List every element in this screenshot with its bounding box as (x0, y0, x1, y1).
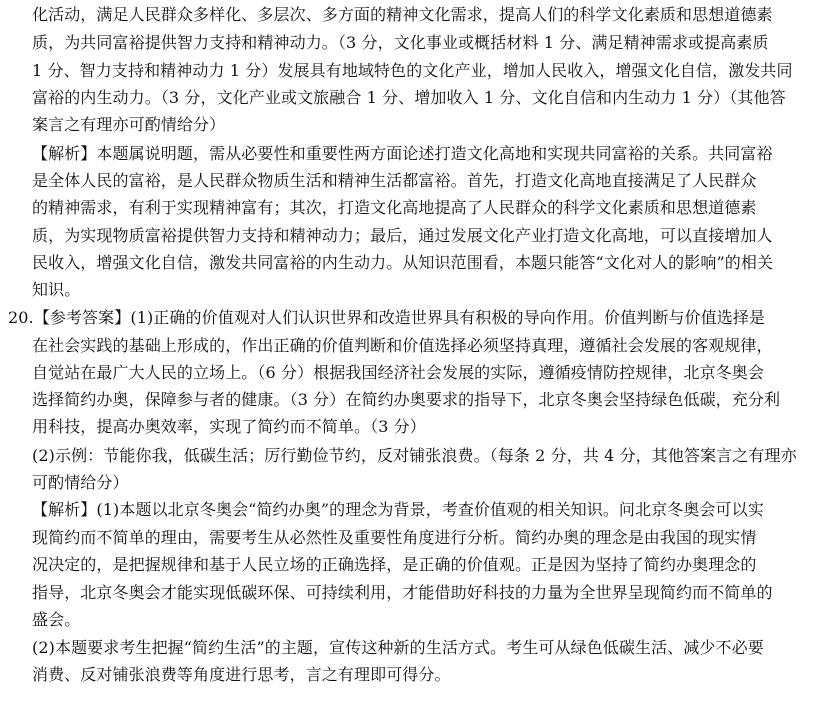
text-line: 1 分、智力支持和精神动力 1 分）发展具有地域特色的文化产业，增加人民收入，增强文化自信，激发共同 (32, 61, 793, 80)
text-line: (2)示例：节能你我，低碳生活；厉行勤俭节约，反对铺张浪费。（每条 2 分，共 4 分，其他答案言之有理亦 (32, 446, 797, 465)
text-line: 可酌情给分） (32, 473, 129, 492)
text-line: 用科技，提高办奥效率，实现了简约而不简单。（3 分） (32, 417, 426, 436)
text-line: 富裕的内生动力。（3 分，文化产业或文旅融合 1 分、增加收入 1 分、文化自信和内生动力 1 分）（其他答 (32, 88, 786, 107)
analysis-line: 【解析】(1)本题以北京冬奥会“简约办奥”的理念为背景，考查价值观的相关知识。问北京冬奥会可以实 (32, 500, 764, 519)
text-line: 案言之有理亦可酌情给分） (32, 115, 226, 134)
text-line: 质，为共同富裕提供智力支持和精神动力。（3 分，文化事业或概括材料 1 分、满足精神需求或提高素质 (32, 33, 769, 52)
analysis-line: 消费、反对铺张浪费等角度进行思考，言之有理即可得分。 (32, 665, 451, 684)
analysis-line: (2)本题要求考生把握“简约生活”的主题，宣传这种新的生活方式。考生可从绿色低碳生活、减少不必要 (32, 638, 764, 657)
analysis-line: 指导，北京冬奥会才能实现低碳环保、可持续利用，才能借助好科技的力量为全世界呈现简约而不简单的 (32, 583, 773, 602)
analysis-line: 质，为实现物质富裕提供智力支持和精神动力；最后，通过发展文化产业打造文化高地，可以直接增加人 (32, 226, 773, 245)
analysis-line: 况决定的，是把握规律和基于人民立场的正确选择，是正确的价值观。正是因为坚持了简约办奥理念的 (32, 555, 757, 574)
analysis-line: 是全体人民的富裕，是人民群众物质生活和精神生活都富裕。首先，打造文化高地直接满足了人民群众 (32, 171, 757, 190)
analysis-line: 的精神需求，有利于实现精神富有；其次，打造文化高地提高了人民群众的科学文化素质和思想道德素 (32, 198, 757, 217)
question-20-answer-line: 20.【参考答案】(1)正确的价值观对人们认识世界和改造世界具有积极的导向作用。价值判断与价值选择是 (8, 308, 766, 327)
analysis-line: 盛会。 (32, 610, 81, 629)
analysis-line: 民收入，增强文化自信，激发共同富裕的内生动力。从知识范围看，本题只能答“文化对人的影响”的相关 (32, 253, 774, 272)
text-line: 自觉站在最广大人民的立场上。（6 分）根据我国经济社会发展的实际，遵循疫情防控规律，北京冬奥会 (32, 363, 764, 382)
text-line: 选择简约办奥，保障参与者的健康。（3 分）在简约办奥要求的指导下，北京冬奥会坚持绿色低碳，充分利 (32, 390, 781, 409)
analysis-line: 知识。 (32, 280, 81, 299)
text-line: 化活动，满足人民群众多样化、多层次、多方面的精神文化需求，提高人们的科学文化素质和思想道德素 (32, 5, 773, 24)
analysis-line: 现简约而不简单的理由，需要考生从必然性及重要性角度进行分析。简约办奥的理念是由我国的现实情 (32, 528, 757, 547)
analysis-line: 【解析】本题属说明题，需从必要性和重要性两方面论述打造文化高地和实现共同富裕的关系。共同富裕 (32, 144, 773, 163)
text-line: 在社会实践的基础上形成的，作出正确的价值判断和价值选择必须坚持真理，遵循社会发展的客观规律， (32, 336, 773, 355)
